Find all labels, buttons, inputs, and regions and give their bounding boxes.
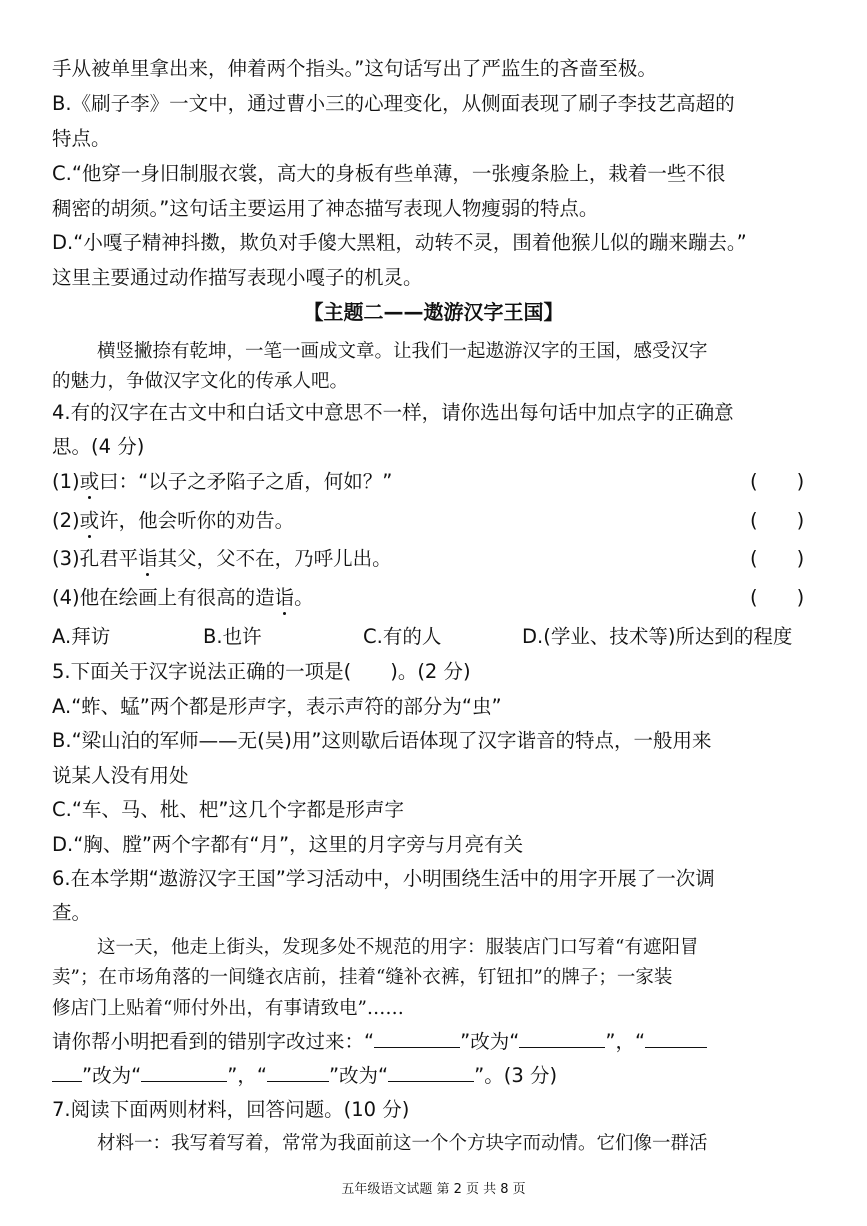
text-line: 手从被单里拿出来，伸着两个指头。”这句话写出了严监生的吝啬至极。 (52, 57, 657, 80)
answer-blank[interactable] (374, 1029, 460, 1048)
answer-blank[interactable] (52, 1063, 82, 1082)
page-footer: 五年级语文试题 第 2 页 共 8 页 (341, 1182, 526, 1197)
text-line: 稠密的胡须。”这句话主要运用了神态描写表现人物瘦弱的特点。 (52, 197, 599, 220)
q4-stem: 思。(4 分) (52, 435, 145, 458)
q6-ask-line-2: ”改为“ ”，“ ”改为“ ”。(3 分) (52, 1063, 557, 1089)
answer-blank[interactable] (645, 1029, 707, 1048)
q6-stem: 查。 (52, 901, 92, 924)
q4-stem: 4.有的汉字在古文中和白话文中意思不一样，请你选出每句话中加点字的正确意 (52, 401, 734, 424)
q4-option-c: C.有的人 (363, 625, 442, 648)
q5-option-a: A.“蚱、蜢”两个都是形声字，表示声符的部分为“虫” (52, 695, 502, 718)
dotted-char: 诣 (274, 586, 295, 609)
q6-material: 卖”；在市场角落的一间缝衣店前，挂着“缝补衣裤，钉钮扣”的牌子；一家装 (52, 967, 673, 988)
intro-line: 横竖撇捺有乾坤，一笔一画成文章。让我们一起遨游汉字的王国，感受汉字 (97, 341, 708, 362)
q5-option-b-cont: 说某人没有用处 (52, 764, 189, 787)
q7-material: 材料一：我写着写着，常常为我面前这一个个方块字而动情。它们像一群活 (97, 1133, 708, 1154)
option-b-line: B.《刷子李》一文中，通过曹小三的心理变化，从侧面表现了刷子李技艺高超的 (52, 92, 735, 115)
q4-option-d: D.(学业、技术等)所达到的程度 (522, 625, 793, 648)
answer-paren[interactable]: ( ) (750, 547, 805, 570)
answer-paren[interactable]: ( ) (750, 509, 805, 532)
theme-title: 【主题二——遨游汉字王国】 (303, 300, 564, 324)
q6-ask-line: 请你帮小明把看到的错别字改过来：“ ”改为“ ”，“ (52, 1029, 707, 1055)
answer-blank[interactable] (388, 1063, 474, 1082)
q6-stem: 6.在本学期“遨游汉字王国”学习活动中，小明围绕生活中的用字开展了一次调 (52, 867, 715, 890)
answer-paren[interactable]: ( ) (750, 586, 805, 609)
q4-option-b: B.也许 (203, 625, 262, 648)
answer-blank[interactable] (267, 1063, 329, 1082)
q6-material: 修店门上贴着“师付外出，有事请致电”…… (52, 998, 404, 1019)
intro-line: 的魅力，争做汉字文化的传承人吧。 (52, 371, 349, 392)
q7-stem: 7.阅读下面两则材料，回答问题。(10 分) (52, 1098, 410, 1121)
q4-item-4: (4)他在绘画上有很高的造诣。 (52, 586, 314, 609)
q5-stem: 5.下面关于汉字说法正确的一项是( )。(2 分) (52, 660, 471, 683)
dotted-char: 或 (79, 470, 100, 493)
answer-blank[interactable] (519, 1029, 605, 1048)
q5-option-c: C.“车、马、枇、杷”这几个字都是形声字 (52, 798, 405, 821)
option-c-line: C.“他穿一身旧制服衣裳，高大的身板有些单薄，一张瘦条脸上，栽着一些不很 (52, 162, 726, 185)
q4-item-1: (1)或曰：“以子之矛陷子之盾，何如？” (52, 470, 393, 493)
q4-item-3: (3)孔君平诣其父，父不在，乃呼儿出。 (52, 547, 392, 570)
q6-material: 这一天，他走上街头，发现多处不规范的用字：服装店门口写着“有遮阳冒 (97, 937, 699, 958)
dotted-char: 或 (79, 509, 100, 532)
q5-option-b: B.“梁山泊的军师——无(吴)用”这则歇后语体现了汉字谐音的特点，一般用来 (52, 729, 712, 752)
q4-option-a: A.拜访 (52, 625, 111, 648)
answer-blank[interactable] (141, 1063, 227, 1082)
option-d-line: D.“小嘎子精神抖擞，欺负对手傻大黑粗，动转不灵，围着他猴儿似的蹦来蹦去。” (52, 231, 747, 254)
q5-option-d: D.“胸、膛”两个字都有“月”，这里的月字旁与月亮有关 (52, 833, 524, 856)
answer-paren[interactable]: ( ) (750, 470, 805, 493)
text-line: 这里主要通过动作描写表现小嘎子的机灵。 (52, 266, 423, 289)
q4-item-2: (2)或许，他会听你的劝告。 (52, 509, 295, 532)
dotted-char: 诣 (138, 547, 158, 570)
text-line: 特点。 (52, 127, 111, 150)
